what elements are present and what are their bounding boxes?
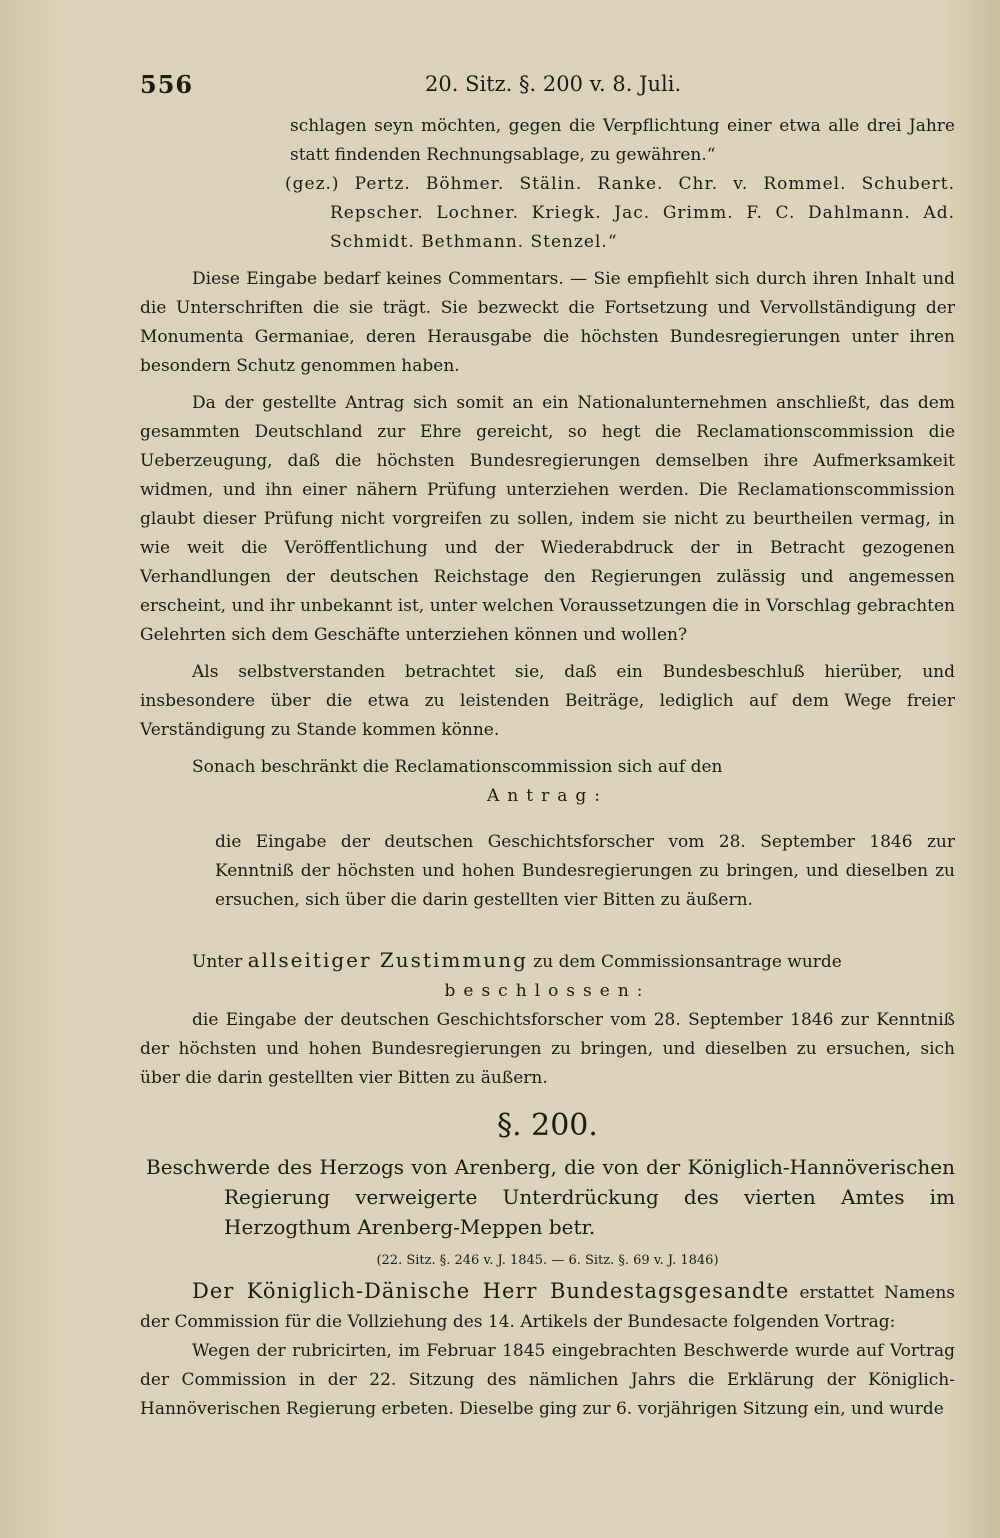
signatures: (gez.) Pertz. Böhmer. Stälin. Ranke. Chr. v. Rommel. Schubert. Repscher. Lochner. Kriegk. Jac. Grimm. F. C. Dahlmann. Ad. Schmidt. Bethmann. Stenzel.“ — [285, 174, 955, 252]
section-lead — [140, 1277, 955, 1337]
page-number: 556 — [140, 70, 194, 99]
antrag-text: die Eingabe der deutschen Geschichtsforscher vom 28. September 1846 zur Kenntniß der höchsten und hohen Bundesregierungen zu bringen, und dieselben zu ersuchen, sich über die darin gestellten vier Bitten zu äußern. — [215, 832, 955, 910]
section-lead-speaker: Der Königlich-Dänische Herr Bundestagsgesandte — [192, 1279, 790, 1303]
section-mark: §. 200. — [497, 1108, 598, 1143]
running-title: 20. Sitz. §. 200 v. 8. Juli. — [425, 72, 682, 96]
antrag-label: Antrag: — [487, 786, 608, 806]
beschlossen-label: beschlossen: — [444, 981, 651, 1001]
decision-intro-a: Unter — [192, 952, 243, 972]
paragraph-national-undertaking: Da der gestellte Antrag sich somit an ein Nationalunternehmen anschließt, das dem gesammten Deutschland zur Ehre gereicht, so hegt die Reclamationscommission die Ueberzeugung, daß die höchsten Bundesregierungen demselben ihre Aufmerksamkeit widmen, und ihn einer nähern Prüfung unterziehen werden. Die Reclamationscommission glaubt dieser Prüfung nicht vorgreifen zu sollen, indem sie nicht zu beurtheilen vermag, in wie weit die Veröffentlichung und der Wiederabdruck der in Betracht gezogenen Verhandlungen der deutschen Reichstage den Regierungen zulässig und angemessen erscheint, und ihr unbekannt ist, unter welchen Voraussetzungen die in Vorschlag gebrachten Gelehrten sich dem Geschäfte unterziehen können und wollen? — [140, 393, 955, 645]
page-body — [140, 112, 955, 1424]
section-paragraph: Wegen der rubricirten, im Februar 1845 eingebrachten Beschwerde wurde auf Vortrag der Commission in der 22. Sitzung des nämlichen Jahrs die Erklärung der Königlich-Hannöverischen Regierung erbeten. Dieselbe ging zur 6. vorjährigen Sitzung ein, und wurde — [140, 1341, 955, 1419]
section-references: (22. Sitz. §. 246 v. J. 1845. — 6. Sitz. §. 69 v. J. 1846) — [376, 1253, 719, 1268]
section-title: Beschwerde des Herzogs von Arenberg, die von der Königlich-Hannöverischen Regierung verweigerte Unterdrückung des vierten Amtes im Herzogthum Arenberg-Meppen betr. — [146, 1155, 955, 1239]
decision-emphasis: allseitiger Zustimmung — [247, 948, 528, 972]
petition-end: schlagen seyn möchten, gegen die Verpflichtung einer etwa alle drei Jahre statt findenden Rechnungsablage, zu gewähren.“ — [290, 116, 955, 165]
paragraph-self-evident: Als selbstverstanden betrachtet sie, daß ein Bundesbeschluß hierüber, und insbesondere über die etwa zu leistenden Beiträge, lediglich auf dem Wege freier Verständigung zu Stande kommen könne. — [140, 662, 955, 740]
decision-intro-c: zu dem Commissionsantrage wurde — [533, 952, 842, 972]
beschluss-text: die Eingabe der deutschen Geschichtsforscher vom 28. September 1846 zur Kenntniß der höchsten und hohen Bundesregierungen zu bringen, und dieselben zu ersuchen, sich über die darin gestellten vier Bitten zu äußern. — [140, 1010, 955, 1088]
paragraph-commentary: Diese Eingabe bedarf keines Commentars. — Sie empfiehlt sich durch ihren Inhalt und die Unterschriften die sie trägt. Sie bezweckt die Fortsetzung und Vervollständigung der Monumenta Germaniae, deren Herausgabe die höchsten Bundesregierungen unter ihren besondern Schutz genommen haben. — [140, 269, 955, 376]
paragraph-sonach: Sonach beschränkt die Reclamationscommission sich auf den — [192, 757, 723, 777]
section-lead-rest: erstattet Namens der Commission für die Vollziehung des 14. Artikels der Bundesacte folgenden Vortrag: — [140, 1283, 956, 1332]
page-header — [140, 70, 955, 104]
decision-intro — [140, 946, 955, 977]
